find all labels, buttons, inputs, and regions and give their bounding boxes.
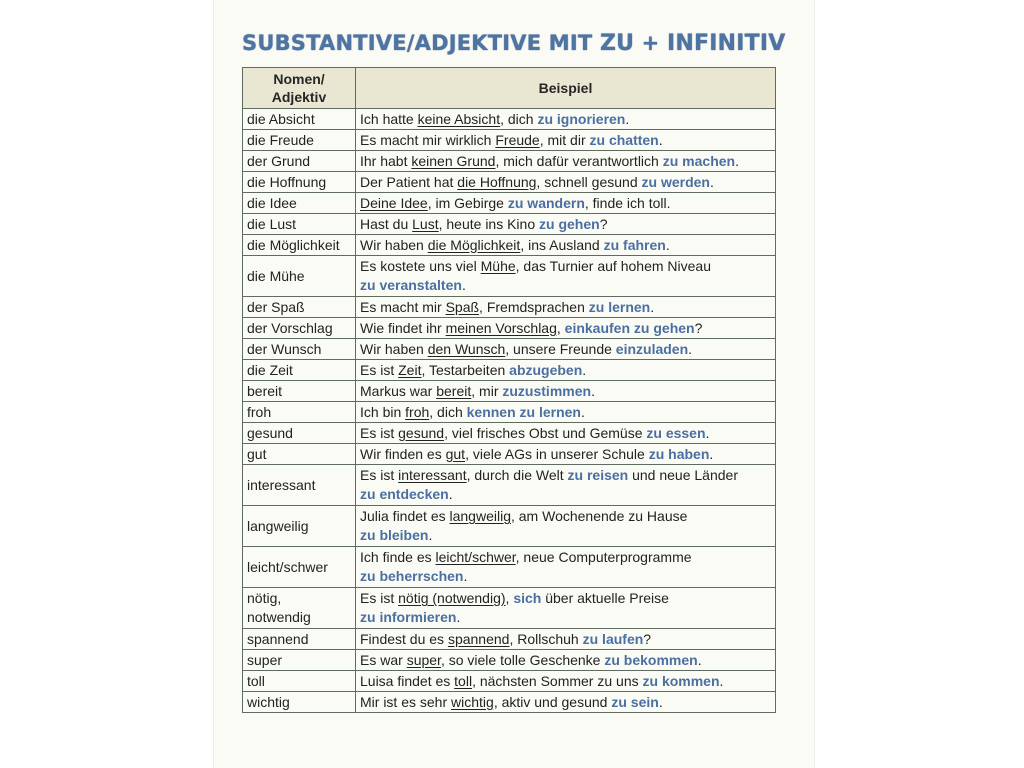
grammar-table bbox=[242, 67, 776, 713]
table-row bbox=[243, 588, 776, 629]
term-cell bbox=[243, 151, 356, 172]
table-row bbox=[243, 318, 776, 339]
term-cell bbox=[243, 465, 356, 506]
example-text: . bbox=[697, 651, 702, 668]
example-text: Markus war bbox=[360, 382, 437, 399]
term-text: die Absicht bbox=[247, 110, 315, 127]
example-text: Findest du es bbox=[360, 630, 448, 647]
example-text: Es ist bbox=[360, 361, 399, 378]
example-text: Julia findet es bbox=[360, 508, 450, 524]
example-text: ? bbox=[694, 319, 703, 336]
example-text: Wir haben bbox=[360, 340, 428, 357]
underlined-phrase: bereit bbox=[436, 382, 472, 399]
example-text: , neue Computerprogramme bbox=[515, 549, 692, 565]
infinitive-phrase: zu informieren bbox=[360, 609, 457, 625]
term-text: die Hoffnung bbox=[247, 173, 327, 190]
example-cell bbox=[356, 151, 776, 172]
infinitive-phrase: zu laufen bbox=[582, 630, 644, 647]
example-text: . bbox=[705, 424, 710, 441]
term-text: gut bbox=[247, 445, 267, 462]
infinitive-phrase: zu veranstalten bbox=[360, 277, 462, 293]
term-cell bbox=[243, 130, 356, 151]
underlined-phrase: Spaß bbox=[445, 298, 480, 315]
term-text: langweilig bbox=[247, 517, 309, 534]
example-text: . bbox=[463, 568, 468, 584]
term-cell bbox=[243, 444, 356, 465]
term-text: der Spaß bbox=[247, 298, 305, 315]
example-text: Es ist bbox=[360, 467, 399, 483]
term-text: spannend bbox=[247, 630, 309, 647]
infinitive-phrase: zu bekommen bbox=[604, 651, 698, 668]
infinitive-phrase: zuzustimmen bbox=[502, 382, 592, 399]
header-nomen-adjektiv bbox=[243, 68, 356, 109]
term-cell bbox=[243, 109, 356, 130]
term-cell bbox=[243, 381, 356, 402]
example-text: Luisa findet es bbox=[360, 672, 455, 689]
header-col1-line1: Nomen/ bbox=[273, 71, 325, 87]
example-cell bbox=[356, 423, 776, 444]
header-beispiel: Beispiel bbox=[356, 68, 776, 109]
term-cell bbox=[243, 588, 356, 629]
underlined-phrase: leicht/schwer bbox=[435, 549, 516, 565]
table-row bbox=[243, 339, 776, 360]
term-cell bbox=[243, 547, 356, 588]
term-cell bbox=[243, 692, 356, 713]
infinitive-phrase: zu werden bbox=[641, 173, 710, 190]
term-text: die Möglichkeit bbox=[247, 236, 340, 253]
page-title bbox=[242, 31, 786, 56]
table-row bbox=[243, 444, 776, 465]
example-text: Ich bin bbox=[360, 403, 406, 420]
example-cell bbox=[356, 588, 776, 629]
example-text: , so viele tolle Geschenke bbox=[440, 651, 605, 668]
term-cell bbox=[243, 172, 356, 193]
infinitive-phrase: zu gehen bbox=[539, 215, 600, 232]
term-text: die Idee bbox=[247, 194, 297, 211]
example-text: , durch die Welt bbox=[466, 467, 568, 483]
underlined-phrase: die Hoffnung bbox=[457, 173, 537, 190]
example-text: Ihr habt bbox=[360, 152, 412, 169]
infinitive-phrase: zu essen bbox=[646, 424, 706, 441]
underlined-phrase: keine Absicht bbox=[417, 110, 501, 127]
infinitive-phrase: zu bleiben bbox=[360, 527, 429, 543]
term-cell bbox=[243, 423, 356, 444]
example-cell bbox=[356, 109, 776, 130]
table-row bbox=[243, 381, 776, 402]
example-text: ? bbox=[599, 215, 608, 232]
example-text: , bbox=[556, 319, 565, 336]
example-text: . bbox=[461, 277, 466, 293]
infinitive-phrase: zu reisen bbox=[567, 467, 629, 483]
term-cell bbox=[243, 297, 356, 318]
table-row bbox=[243, 629, 776, 650]
title-part-3: + bbox=[634, 31, 667, 55]
infinitive-phrase: abzugeben bbox=[509, 361, 583, 378]
table-row bbox=[243, 692, 776, 713]
table-row bbox=[243, 671, 776, 692]
underlined-phrase: toll bbox=[454, 672, 473, 689]
table-row bbox=[243, 151, 776, 172]
example-cell bbox=[356, 318, 776, 339]
example-text: . bbox=[580, 403, 585, 420]
example-text: . bbox=[735, 152, 739, 169]
term-text: froh bbox=[247, 403, 272, 420]
example-text: , heute ins Kino bbox=[438, 215, 540, 232]
example-text: . bbox=[582, 361, 587, 378]
example-text: . bbox=[448, 486, 453, 502]
infinitive-phrase: zu ignorieren bbox=[537, 110, 626, 127]
table-row bbox=[243, 547, 776, 588]
example-cell bbox=[356, 360, 776, 381]
term-text: die Mühe bbox=[247, 267, 305, 284]
term-text: die Zeit bbox=[247, 361, 293, 378]
example-text: , unsere Freunde bbox=[505, 340, 616, 357]
example-text: , dich bbox=[429, 403, 467, 420]
example-text: Es ist bbox=[360, 590, 399, 606]
example-text: , finde ich toll. bbox=[584, 194, 671, 211]
example-text: . bbox=[658, 693, 663, 710]
underlined-phrase: Lust bbox=[412, 215, 439, 232]
example-text: und neue Länder bbox=[628, 467, 738, 483]
example-cell bbox=[356, 650, 776, 671]
term-cell bbox=[243, 235, 356, 256]
example-text: Hast du bbox=[360, 215, 413, 232]
term-cell bbox=[243, 318, 356, 339]
underlined-phrase: meinen Vorschlag bbox=[445, 319, 557, 336]
infinitive-phrase: zu sein bbox=[611, 693, 659, 710]
example-text: Es macht mir wirklich bbox=[360, 131, 496, 148]
example-cell bbox=[356, 629, 776, 650]
example-text: Ich hatte bbox=[360, 110, 418, 127]
example-cell bbox=[356, 256, 776, 297]
term-text: leicht/schwer bbox=[247, 558, 328, 575]
term-cell bbox=[243, 360, 356, 381]
infinitive-phrase: zu wandern bbox=[507, 194, 585, 211]
term-text: super bbox=[247, 651, 283, 668]
example-cell bbox=[356, 547, 776, 588]
table-row bbox=[243, 465, 776, 506]
term-cell bbox=[243, 506, 356, 547]
example-text: Der Patient hat bbox=[360, 173, 458, 190]
infinitive-phrase: zu haben bbox=[648, 445, 710, 462]
term-text: gesund bbox=[247, 424, 293, 441]
example-text: Es ist bbox=[360, 424, 399, 441]
term-cell bbox=[243, 629, 356, 650]
term-cell bbox=[243, 402, 356, 423]
example-cell bbox=[356, 671, 776, 692]
example-text: . bbox=[428, 527, 433, 543]
example-text: Es war bbox=[360, 651, 407, 668]
example-cell bbox=[356, 339, 776, 360]
example-cell bbox=[356, 506, 776, 547]
example-text: , viele AGs in unserer Schule bbox=[465, 445, 649, 462]
infinitive-phrase: zu beherrschen bbox=[360, 568, 464, 584]
example-text: Es macht mir bbox=[360, 298, 446, 315]
term-text: die Freude bbox=[247, 131, 314, 148]
table-row bbox=[243, 214, 776, 235]
term-cell bbox=[243, 214, 356, 235]
example-cell bbox=[356, 692, 776, 713]
underlined-phrase: keinen Grund bbox=[411, 152, 496, 169]
term-cell bbox=[243, 256, 356, 297]
table-row bbox=[243, 297, 776, 318]
underlined-phrase: froh bbox=[405, 403, 430, 420]
table-row bbox=[243, 256, 776, 297]
example-text: . bbox=[650, 298, 655, 315]
term-text: wichtig bbox=[247, 693, 290, 710]
example-text: Mir ist es sehr bbox=[360, 693, 452, 710]
example-text: , am Wochenende zu Hause bbox=[510, 508, 688, 524]
example-text: , bbox=[505, 590, 514, 606]
table-row bbox=[243, 360, 776, 381]
underlined-phrase: Deine Idee bbox=[360, 194, 428, 211]
term-text: toll bbox=[247, 672, 265, 689]
term-text: der Grund bbox=[247, 152, 311, 169]
example-cell bbox=[356, 381, 776, 402]
example-text: Wir finden es bbox=[360, 445, 446, 462]
term-text: interessant bbox=[247, 476, 316, 493]
example-text: . bbox=[658, 131, 663, 148]
table-row bbox=[243, 172, 776, 193]
title-part-4: INFINITIV bbox=[667, 31, 786, 56]
example-cell bbox=[356, 402, 776, 423]
underlined-phrase: spannend bbox=[447, 630, 510, 647]
table-row bbox=[243, 402, 776, 423]
title-part-2: ZU bbox=[599, 31, 635, 56]
example-text: , dich bbox=[500, 110, 538, 127]
table-row bbox=[243, 423, 776, 444]
example-text: , nächsten Sommer zu uns bbox=[472, 672, 643, 689]
example-text: . bbox=[625, 110, 630, 127]
term-cell bbox=[243, 671, 356, 692]
table-row bbox=[243, 109, 776, 130]
title-part-1: SUBSTANTIVE/ADJEKTIVE MIT bbox=[242, 31, 600, 55]
example-text: , viel frisches Obst und Gemüse bbox=[444, 424, 647, 441]
underlined-phrase: Freude bbox=[495, 131, 540, 148]
example-text: , das Turnier auf hohem Niveau bbox=[515, 258, 711, 274]
infinitive-phrase: zu fahren bbox=[603, 236, 666, 253]
table-row bbox=[243, 193, 776, 214]
example-text: . bbox=[591, 382, 595, 399]
example-text: Es kostete uns viel bbox=[360, 258, 481, 274]
example-text: , mit dir bbox=[539, 131, 590, 148]
underlined-phrase: den Wunsch bbox=[427, 340, 506, 357]
infinitive-phrase: einzuladen bbox=[615, 340, 689, 357]
term-text: nötig, bbox=[247, 590, 282, 606]
term-text: der Vorschlag bbox=[247, 319, 333, 336]
underlined-phrase: Mühe bbox=[480, 258, 516, 274]
example-cell bbox=[356, 130, 776, 151]
example-cell bbox=[356, 465, 776, 506]
underlined-phrase: die Möglichkeit bbox=[427, 236, 521, 253]
example-text: Wie findet ihr bbox=[360, 319, 446, 336]
example-text: , Fremdsprachen bbox=[479, 298, 589, 315]
example-text: über aktuelle Preise bbox=[541, 590, 669, 606]
example-text: . bbox=[719, 672, 724, 689]
underlined-phrase: langweilig bbox=[449, 508, 511, 524]
infinitive-phrase: zu chatten bbox=[589, 131, 659, 148]
infinitive-phrase: zu kommen bbox=[642, 672, 720, 689]
table-body bbox=[243, 109, 776, 713]
term-text: die Lust bbox=[247, 215, 297, 232]
underlined-phrase: nötig (notwendig) bbox=[398, 590, 506, 606]
example-text: , Testarbeiten bbox=[421, 361, 510, 378]
infinitive-phrase: kennen zu lernen bbox=[466, 403, 581, 420]
example-cell bbox=[356, 214, 776, 235]
example-text: , Rollschuh bbox=[509, 630, 583, 647]
term-cell bbox=[243, 193, 356, 214]
underlined-phrase: gesund bbox=[398, 424, 445, 441]
infinitive-phrase: zu lernen bbox=[588, 298, 651, 315]
example-text: ? bbox=[643, 630, 652, 647]
underlined-phrase: super bbox=[406, 651, 441, 668]
infinitive-phrase: zu entdecken bbox=[360, 486, 449, 502]
example-text: , ins Ausland bbox=[520, 236, 604, 253]
header-col1-line2: Adjektiv bbox=[271, 89, 327, 105]
underlined-phrase: wichtig bbox=[451, 693, 494, 710]
table-row bbox=[243, 506, 776, 547]
example-text: , mir bbox=[471, 382, 503, 399]
example-text: Ich finde es bbox=[360, 549, 436, 565]
example-cell bbox=[356, 193, 776, 214]
table-row bbox=[243, 235, 776, 256]
table-row bbox=[243, 650, 776, 671]
example-text: Wir haben bbox=[360, 236, 428, 253]
example-cell bbox=[356, 235, 776, 256]
example-cell bbox=[356, 297, 776, 318]
underlined-phrase: interessant bbox=[398, 467, 467, 483]
example-text: . bbox=[665, 236, 670, 253]
term-text: notwendig bbox=[247, 609, 311, 625]
example-cell bbox=[356, 444, 776, 465]
example-text: . bbox=[709, 445, 714, 462]
example-text: . bbox=[709, 173, 714, 190]
term-text: bereit bbox=[247, 382, 283, 399]
example-text: . bbox=[688, 340, 693, 357]
infinitive-phrase: zu machen bbox=[662, 152, 736, 169]
example-text: , mich dafür verantwortlich bbox=[495, 152, 663, 169]
example-text: , schnell gesund bbox=[536, 173, 642, 190]
table-header-row bbox=[243, 68, 776, 109]
underlined-phrase: gut bbox=[445, 445, 466, 462]
table-row bbox=[243, 130, 776, 151]
infinitive-phrase: einkaufen zu gehen bbox=[564, 319, 695, 336]
example-text: . bbox=[456, 609, 461, 625]
term-cell bbox=[243, 650, 356, 671]
example-text: , im Gebirge bbox=[427, 194, 508, 211]
term-text: der Wunsch bbox=[247, 340, 322, 357]
infinitive-phrase: sich bbox=[513, 590, 542, 606]
underlined-phrase: Zeit bbox=[398, 361, 422, 378]
example-cell bbox=[356, 172, 776, 193]
example-text: , aktiv und gesund bbox=[493, 693, 612, 710]
term-cell bbox=[243, 339, 356, 360]
